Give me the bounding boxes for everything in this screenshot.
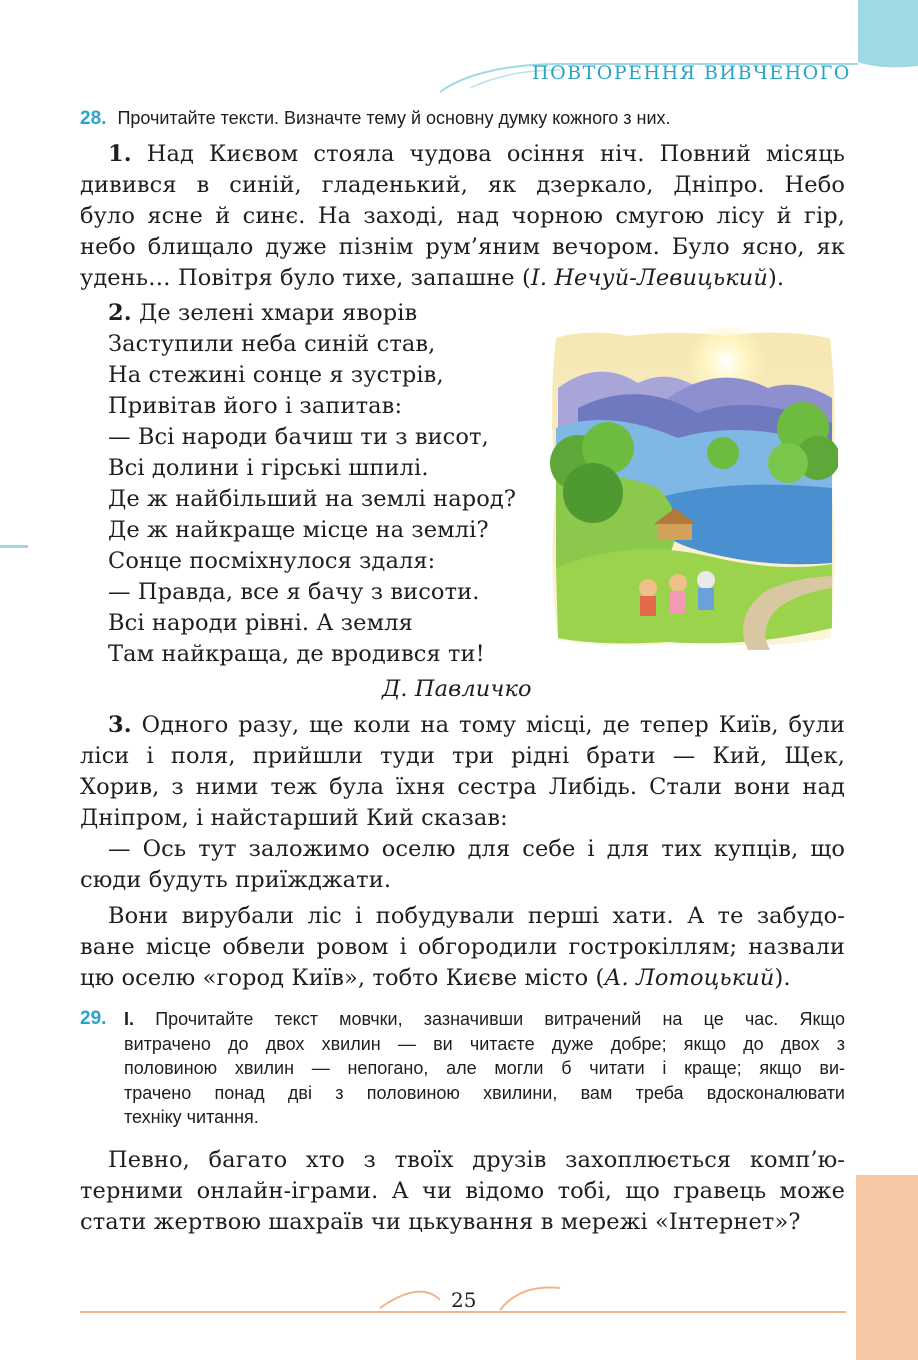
punctuation: ). <box>767 265 785 291</box>
text-line: сюди будуть приїжджати. <box>80 867 392 893</box>
text-number: 2. <box>108 300 132 326</box>
instruction-line: половиною хвилин — непогано, але могли б читати і краще; якщо ви- <box>124 1058 845 1078</box>
instruction-line: Прочитайте текст мовчки, зазначивши витрачений на це час. Якщо <box>155 1009 845 1029</box>
poem-line: — Правда, все я бачу з висоти. <box>108 579 480 605</box>
text-line: Вони вирубали ліс і побудували перші хати. А те забудо- <box>108 903 845 929</box>
task-part-number: I. <box>124 1009 135 1029</box>
text-line: Дніпром, і найстарший Кий сказав: <box>80 805 508 831</box>
right-side-tab <box>856 1175 918 1360</box>
author: І. Нечуй-Левицький <box>530 265 768 291</box>
poem-author: Д. Павличко <box>382 676 532 702</box>
text-line: цю оселю «город Київ», тобто Києве місто ( <box>80 965 605 991</box>
page-number: 25 <box>451 1288 477 1312</box>
poem-line: Привітав його і запитав: <box>108 393 403 419</box>
exercise-number: 29. <box>80 1008 107 1029</box>
poem-line: Де зелені хмари яворів <box>138 300 418 326</box>
text-line: Над Києвом стояла чудова осіння ніч. Повний місяць <box>146 141 845 167</box>
text-line: Хорив, з ними теж була їхня сестра Либідь. Стали вони над <box>80 774 845 800</box>
poem-line: — Всі народи бачиш ти з висот, <box>108 424 489 450</box>
poem <box>108 298 516 670</box>
instruction-line: техніку читання. <box>124 1107 259 1127</box>
exercise-28-instruction <box>80 106 671 132</box>
landscape-illustration <box>548 328 838 650</box>
text-line: ване місце обвели ровом і обгородили гострокіллям; назвали <box>80 934 845 960</box>
poem-line: Заступили неба синій став, <box>108 331 436 357</box>
text-line: стати жертвою шахраїв чи цькування в мережі «Інтернет»? <box>80 1209 801 1235</box>
poem-line: Всі народи рівні. А земля <box>108 610 413 636</box>
instruction-line: витрачено до двох хвилин — ви читаєте дуже добре; якщо до двох з <box>124 1033 845 1054</box>
instruction-line: трачено понад дві з половиною хвилини, вам треба вдосконалювати <box>124 1082 845 1103</box>
text-number: 1. <box>108 141 132 167</box>
text-line: дивився в синій, гладенький, як дзеркало, Дніпро. Небо <box>80 172 845 198</box>
poem-line: Всі долини і гірські шпилі. <box>108 455 429 481</box>
text-number: 3. <box>108 712 132 738</box>
text-line: — Ось тут заложимо оселю для себе і для тих купців, що <box>108 836 845 862</box>
poem-line: Де ж найбільший на землі народ? <box>108 486 517 512</box>
poem-line: Там найкраща, де вродився ти! <box>108 641 485 667</box>
section-title: ПОВТОРЕННЯ ВИВЧЕНОГО <box>532 62 851 84</box>
text-line: удень… Повітря було тихе, запашне ( <box>80 265 531 291</box>
text-line: було ясне й синє. На заході, над чорною смугою лісу й гір, <box>80 203 845 229</box>
text-line: терними онлайн-іграми. А чи відомо тобі, що гравець може <box>80 1178 845 1204</box>
text-line: Певно, багато хто з твоїх друзів захоплюється комп’ю- <box>108 1147 845 1173</box>
punctuation: ). <box>774 965 791 991</box>
text-1 <box>80 139 845 294</box>
author: А. Лотоцький <box>604 965 775 991</box>
header-decoration <box>0 0 918 110</box>
left-margin-mark <box>0 545 28 548</box>
text-line: ліси і поля, прийшли туди три рідні брати — Кий, Щек, <box>80 743 845 769</box>
text-line: небо блищало дуже пізнім рум’яним вечором. Було ясно, як <box>80 234 845 260</box>
poem-line: Де ж найкраще місце на землі? <box>108 517 489 543</box>
exercise-number: 28. <box>80 108 107 129</box>
reading-text <box>80 1145 845 1238</box>
instruction-text: Прочитайте тексти. Визначте тему й основну думку кожного з них. <box>117 108 671 128</box>
exercise-29-instruction <box>124 1007 845 1130</box>
poem-line: На стежині сонце я зустрів, <box>108 362 444 388</box>
poem-line: Сонце посміхнулося здаля: <box>108 548 436 574</box>
text-3 <box>80 710 845 994</box>
text-line: Одного разу, ще коли на тому місці, де тепер Київ, були <box>141 712 845 738</box>
